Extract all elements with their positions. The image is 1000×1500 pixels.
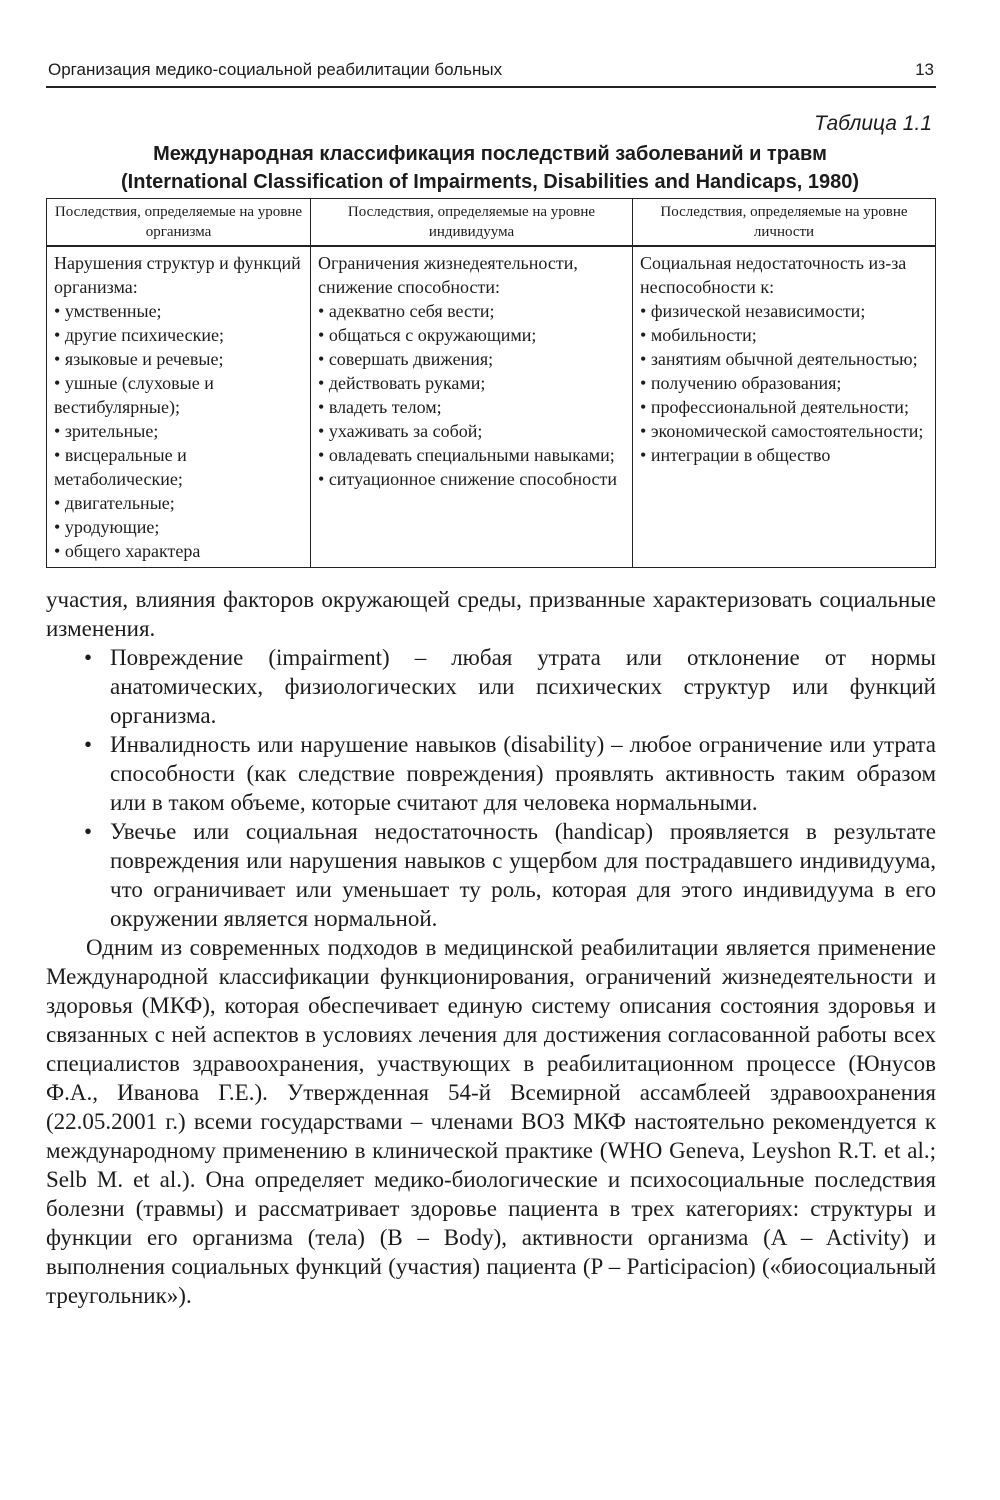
list-item: • ушные (слуховые и вестибулярные); (54, 371, 303, 419)
list-item: • зрительные; (54, 419, 303, 443)
list-item (46, 730, 936, 817)
list-item: • двигательные; (54, 491, 303, 515)
classification-table (46, 198, 936, 568)
table-title-line-2: (International Classification of Impairments, Disabilities and Handicaps, 1980) (121, 171, 859, 193)
table-title (40, 140, 940, 196)
list-item: • ухаживать за собой; (318, 419, 625, 443)
definition-text: Инвалидность или нарушение навыков (disability) – любое ограничение или утрата способности (как следствие повреждения) проявлять активность таким образом или в таком объеме, которые считают для человека нормальными. (110, 732, 936, 815)
list-item: • уродующие; (54, 515, 303, 539)
column-header-personality: Последствия, определяемые на уровне личности (633, 199, 936, 247)
list-item: • общего характера (54, 539, 303, 563)
cell-personality (633, 246, 936, 568)
cell-heading: Социальная недостаточность из-за неспособности к: (640, 253, 907, 297)
bullet-icon: • (84, 732, 93, 757)
cell-individual (311, 246, 633, 568)
list-item: • висцеральные и метаболические; (54, 443, 303, 491)
column-header-organism: Последствия, определяемые на уровне организма (47, 199, 311, 247)
list-item (46, 643, 936, 730)
running-title: Организация медико-социальной реабилитации больных (48, 60, 503, 79)
running-header (46, 56, 936, 88)
table-row (47, 246, 936, 568)
definition-text: Увечье или социальная недостаточность (handicap) проявляется в результате повреждения или нарушения навыков с ущербом для пострадавшего индивидуума, что ограничивает или уменьшает ту роль, которая для этого индивидуума в его окружении является нормальной. (110, 819, 936, 931)
column-header-individual: Последствия, определяемые на уровне индивидуума (311, 199, 633, 247)
list-item: • экономической самостоятельности; (640, 419, 928, 443)
main-paragraph: Одним из современных подходов в медицинской реабилитации является применение Международной классификации функционирования, ограничений жизнедеятельности и здоровья (МКФ), которая обеспечивает единую систему описания состояния здоровья и связанных с ней аспектов в условиях лечения для достижения согласованной работы всех специалистов здравоохранения, участвующих в реабилитационном процессе (Юнусов Ф.А., Иванова Г.Е.). Утвержденная 54-й Всемирной ассамблеей здравоохранения (22.05.2001 г.) всеми государствами – членами ВОЗ МКФ настоятельно рекомендуется к международному применению в клинической практике (WHO Geneva, Leyshon R.T. et al.; Selb M. et al.). Она определяет медико-биологические и психосоциальные последствия болезни (травмы) и рассматривает здоровье пациента в трех категориях: структуры и функции его организма (тела) (B – Body), активности организма (A – Activity) и выполнения социальных функций (участия) пациента (P – Participacion) («биосоциальный треугольник»). (46, 935, 936, 1308)
table-title-line-1: Международная классификация последствий заболеваний и травм (153, 143, 827, 165)
list-item: • получению образования; (640, 371, 928, 395)
continuation-paragraph: участия, влияния факторов окружающей среды, призванные характеризовать социальные изменения. (46, 587, 936, 641)
list-item: • другие психические; (54, 323, 303, 347)
bullet-icon: • (84, 819, 93, 844)
cell-list (640, 299, 928, 467)
cell-heading: Нарушения структур и функций организма: (54, 253, 301, 297)
body-text (46, 585, 936, 1310)
list-item: • общаться с окружающими; (318, 323, 625, 347)
list-item: • адекватно себя вести; (318, 299, 625, 323)
list-item: • интеграции в общество (640, 443, 928, 467)
list-item: • овладевать специальными навыками; (318, 443, 625, 467)
list-item: • действовать руками; (318, 371, 625, 395)
page-number: 13 (915, 60, 934, 79)
list-item: • совершать движения; (318, 347, 625, 371)
cell-heading: Ограничения жизнедеятельности, снижение способности: (318, 253, 578, 297)
list-item: • профессиональной деятельности; (640, 395, 928, 419)
list-item (46, 817, 936, 933)
table-label: Таблица 1.1 (814, 112, 932, 135)
cell-organism (47, 246, 311, 568)
list-item: • занятиям обычной деятельностью; (640, 347, 928, 371)
bullet-icon: • (84, 645, 93, 670)
table-header-row (47, 199, 936, 247)
cell-list (54, 299, 303, 563)
definition-text: Повреждение (impairment) – любая утрата или отклонение от нормы анатомических, физиологических или психических структур или функций организма. (110, 645, 936, 728)
list-item: • мобильности; (640, 323, 928, 347)
list-item: • физической независимости; (640, 299, 928, 323)
cell-list (318, 299, 625, 491)
list-item: • языковые и речевые; (54, 347, 303, 371)
list-item: • ситуационное снижение способности (318, 467, 625, 491)
definition-list (46, 643, 936, 933)
list-item: • владеть телом; (318, 395, 625, 419)
list-item: • умственные; (54, 299, 303, 323)
